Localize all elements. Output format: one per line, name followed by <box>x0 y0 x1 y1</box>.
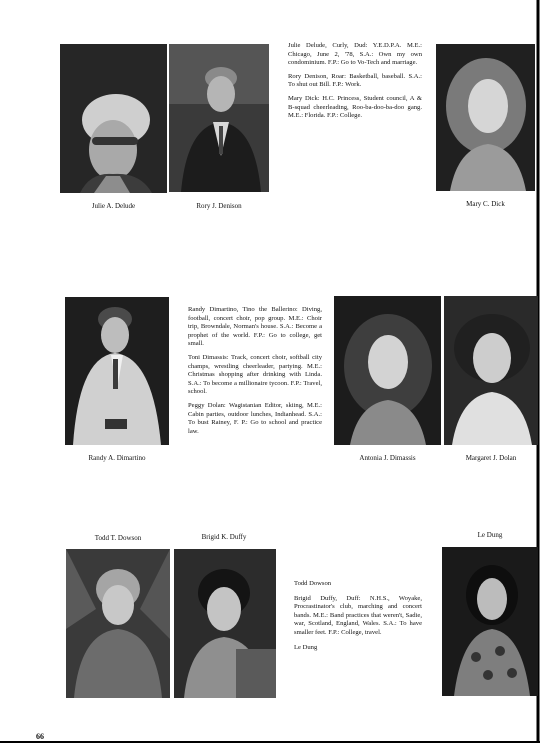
bio-randy-dimartino: Randy Dimartino, Tino the Ballerino: Diving, football, concert choir, pop group. M.E.: Choir trip, Browndale, Norman's house. S.A.: Become a prophet of the world. F.P.: Go to college, get small. <box>188 306 322 348</box>
bio-julie-delude: Julie Delude, Curly, Dud: Y.E.D.P.A. M.E.: Chicago, June 2, '78, S.A.: Own my own condominium. F.P.: Go to Vo-Tech and marriage. <box>288 42 422 67</box>
page-number: 66 <box>36 732 44 741</box>
caption-randy-dimartino: Randy A. Dimartino <box>88 454 146 462</box>
bio-mary-dick: Mary Dick: H.C. Princess, Student council, A & B-squad cheerleading, Roo-ba-doo-ba-doo gang. M.E.: Florida. F.P.: College. <box>288 94 422 120</box>
bio-block-1 <box>288 42 422 126</box>
bio-block-2 <box>188 306 322 441</box>
caption-mary-dick: Mary C. Dick <box>466 200 505 208</box>
photo-brigid-duffy <box>174 549 276 698</box>
photo-le-dung <box>442 547 538 696</box>
caption-le-dung: Le Dung <box>477 531 503 539</box>
caption-brigid-duffy: Brigid K. Duffy <box>201 533 247 541</box>
photo-rory-denison <box>169 44 269 192</box>
bio-antonia-dimassis: Toni Dimassis: Track, concert choir, softball city champs, wrestling cheerleader, partying. M.E.: Christmas shopping after drinking with Linda. S.A.: To become a millionaire tycoon. F.P.: Travel, school. <box>188 353 322 396</box>
caption-antonia-dimassis: Antonia J. Dimassis <box>359 454 416 462</box>
bio-margaret-dolan: Peggy Dolan: Wagistanian Editor, skiing, M.E.: Cabin parties, outdoor lunches, Indianhead. S.A.: To bust Rainey, F. P.: Go to school and practice law. <box>188 401 322 435</box>
bio-rory-denison: Rory Denison, Roar: Basketball, baseball. S.A.: To shut out Bill. F.P.: Work. <box>288 72 422 89</box>
bio-todd-dowson: Todd Dowson <box>294 580 332 587</box>
caption-julie-delude: Julie A. Delude <box>91 202 136 210</box>
caption-rory-denison: Rory J. Denison <box>196 202 242 210</box>
photo-randy-dimartino <box>65 297 169 445</box>
photo-margaret-dolan <box>444 296 538 445</box>
bio-block-3 <box>294 580 422 657</box>
caption-todd-dowson: Todd T. Dowson <box>94 534 142 542</box>
photo-julie-delude <box>60 44 167 193</box>
photo-mary-dick <box>436 44 535 191</box>
photo-antonia-dimassis <box>334 296 441 445</box>
bio-brigid-duffy: Brigid Duffy, Duff: N.H.S., Woyake, Procrastinator's club, marching and concert bands. M.E.: Band practices that weren't, Sadie, war, Scotland, England, Wales. S.A.: To have smaller feet. F.P.: College, travel. <box>294 594 422 636</box>
photo-todd-dowson <box>66 549 170 698</box>
bio-le-dung: Le Dung <box>294 643 318 651</box>
caption-margaret-dolan: Margaret J. Dolan <box>465 454 517 462</box>
